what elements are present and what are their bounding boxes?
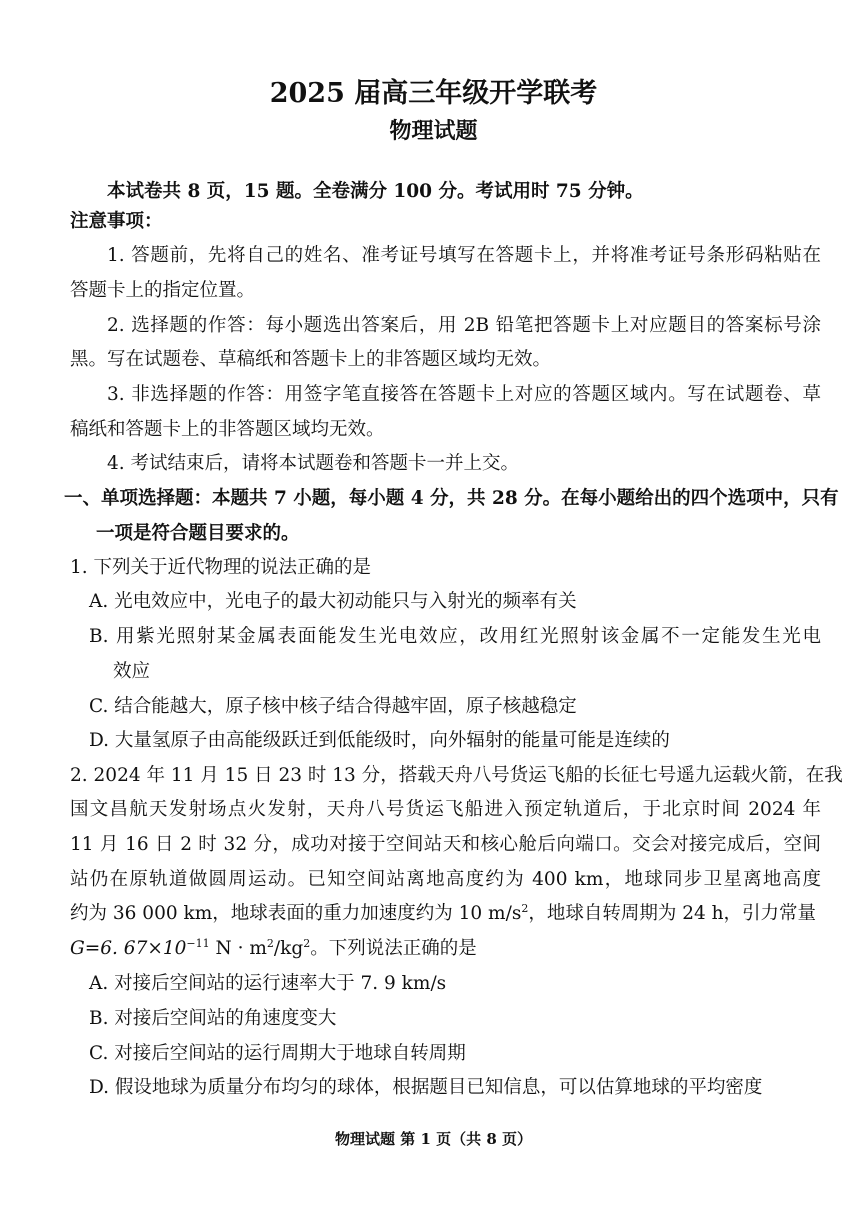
question-2-option-a: A. 对接后空间站的运行速率大于 7. 9 km/s xyxy=(89,973,447,994)
note-1-line-1: 1. 答题前，先将自己的姓名、准考证号填写在答题卡上，并将准考证号条形码粘贴在 xyxy=(107,245,821,266)
question-2-option-b: B. 对接后空间站的角速度变大 xyxy=(89,1008,337,1029)
superscript: 2 xyxy=(521,901,529,915)
stem-text: 约为 36 000 km，地球表面的重力加速度约为 10 m/s xyxy=(70,903,522,924)
note-2-line-2: 黑。写在试题卷、草稿纸和答题卡上的非答题区域均无效。 xyxy=(70,349,552,370)
question-1-option-d: D. 大量氢原子由高能级跃迁到低能级时，向外辐射的能量可能是连续的 xyxy=(89,730,670,751)
superscript: 2 xyxy=(266,936,274,950)
question-1-option-b-cont: 效应 xyxy=(113,661,151,682)
question-2-stem-line-6 xyxy=(70,937,821,961)
question-1-option-c: C. 结合能越大，原子核中核子结合得越牢固，原子核越稳定 xyxy=(89,696,577,717)
page-title: 2025 届高三年级开学联考 xyxy=(269,78,598,109)
stem-text: 。下列说法正确的是 xyxy=(310,938,477,959)
notes-heading: 注意事项： xyxy=(70,211,163,232)
note-1-line-2: 答题卡上的指定位置。 xyxy=(70,280,256,301)
question-1-option-b: B. 用紫光照射某金属表面能发生光电效应，改用红光照射该金属不一定能发生光电 xyxy=(89,626,821,647)
exam-info: 本试卷共 8 页，15 题。全卷满分 100 分。考试用时 75 分钟。 xyxy=(107,181,644,202)
note-3-line-2: 稿纸和答题卡上的非答题区域均无效。 xyxy=(70,419,385,440)
stem-text: /kg xyxy=(273,938,304,959)
note-2-line-1: 2. 选择题的作答：每小题选出答案后，用 2B 铅笔把答题卡上对应题目的答案标号涂 xyxy=(107,315,821,336)
section-1-heading-cont: 一项是符合题目要求的。 xyxy=(96,523,300,544)
question-2-option-d: D. 假设地球为质量分布均匀的球体，根据题目已知信息，可以估算地球的平均密度 xyxy=(89,1077,763,1098)
superscript: −11 xyxy=(186,936,210,950)
page-subtitle: 物理试题 xyxy=(389,118,478,144)
stem-text: ，地球自转周期为 24 h，引力常量 xyxy=(528,903,817,924)
section-1-heading: 一、单项选择题：本题共 7 小题，每小题 4 分，共 28 分。在每小题给出的四个选项中，只有 xyxy=(64,488,839,509)
stem-text: G=6. 67×10 xyxy=(70,938,187,959)
question-2-stem-line-4: 站仍在原轨道做圆周运动。已知空间站离地高度约为 400 km，地球同步卫星离地高度 xyxy=(70,869,821,890)
question-2-stem-line-3: 11 月 16 日 2 时 32 分，成功对接于空间站天和核心舱后向端口。交会对接完成后，空间 xyxy=(70,834,821,855)
superscript: 2 xyxy=(303,936,311,950)
question-2-option-c: C. 对接后空间站的运行周期大于地球自转周期 xyxy=(89,1043,466,1064)
page-footer: 物理试题 第 1 页（共 8 页） xyxy=(335,1130,532,1148)
question-2-stem-line-2: 国文昌航天发射场点火发射，天舟八号货运飞船进入预定轨道后，于北京时间 2024 年 xyxy=(70,799,821,820)
note-4: 4. 考试结束后，请将本试题卷和答题卡一并上交。 xyxy=(107,453,520,474)
question-1-stem: 1. 下列关于近代物理的说法正确的是 xyxy=(70,557,372,578)
stem-text: N · m xyxy=(209,938,267,959)
note-3-line-1: 3. 非选择题的作答：用签字笔直接答在答题卡上对应的答题区域内。写在试题卷、草 xyxy=(107,384,821,405)
question-2-stem-line-5 xyxy=(70,902,821,926)
question-2-stem-line-1: 2. 2024 年 11 月 15 日 23 时 13 分，搭载天舟八号货运飞船的长征七号遥九运载火箭，在我 xyxy=(70,765,843,786)
question-1-option-a: A. 光电效应中，光电子的最大初动能只与入射光的频率有关 xyxy=(89,591,577,612)
